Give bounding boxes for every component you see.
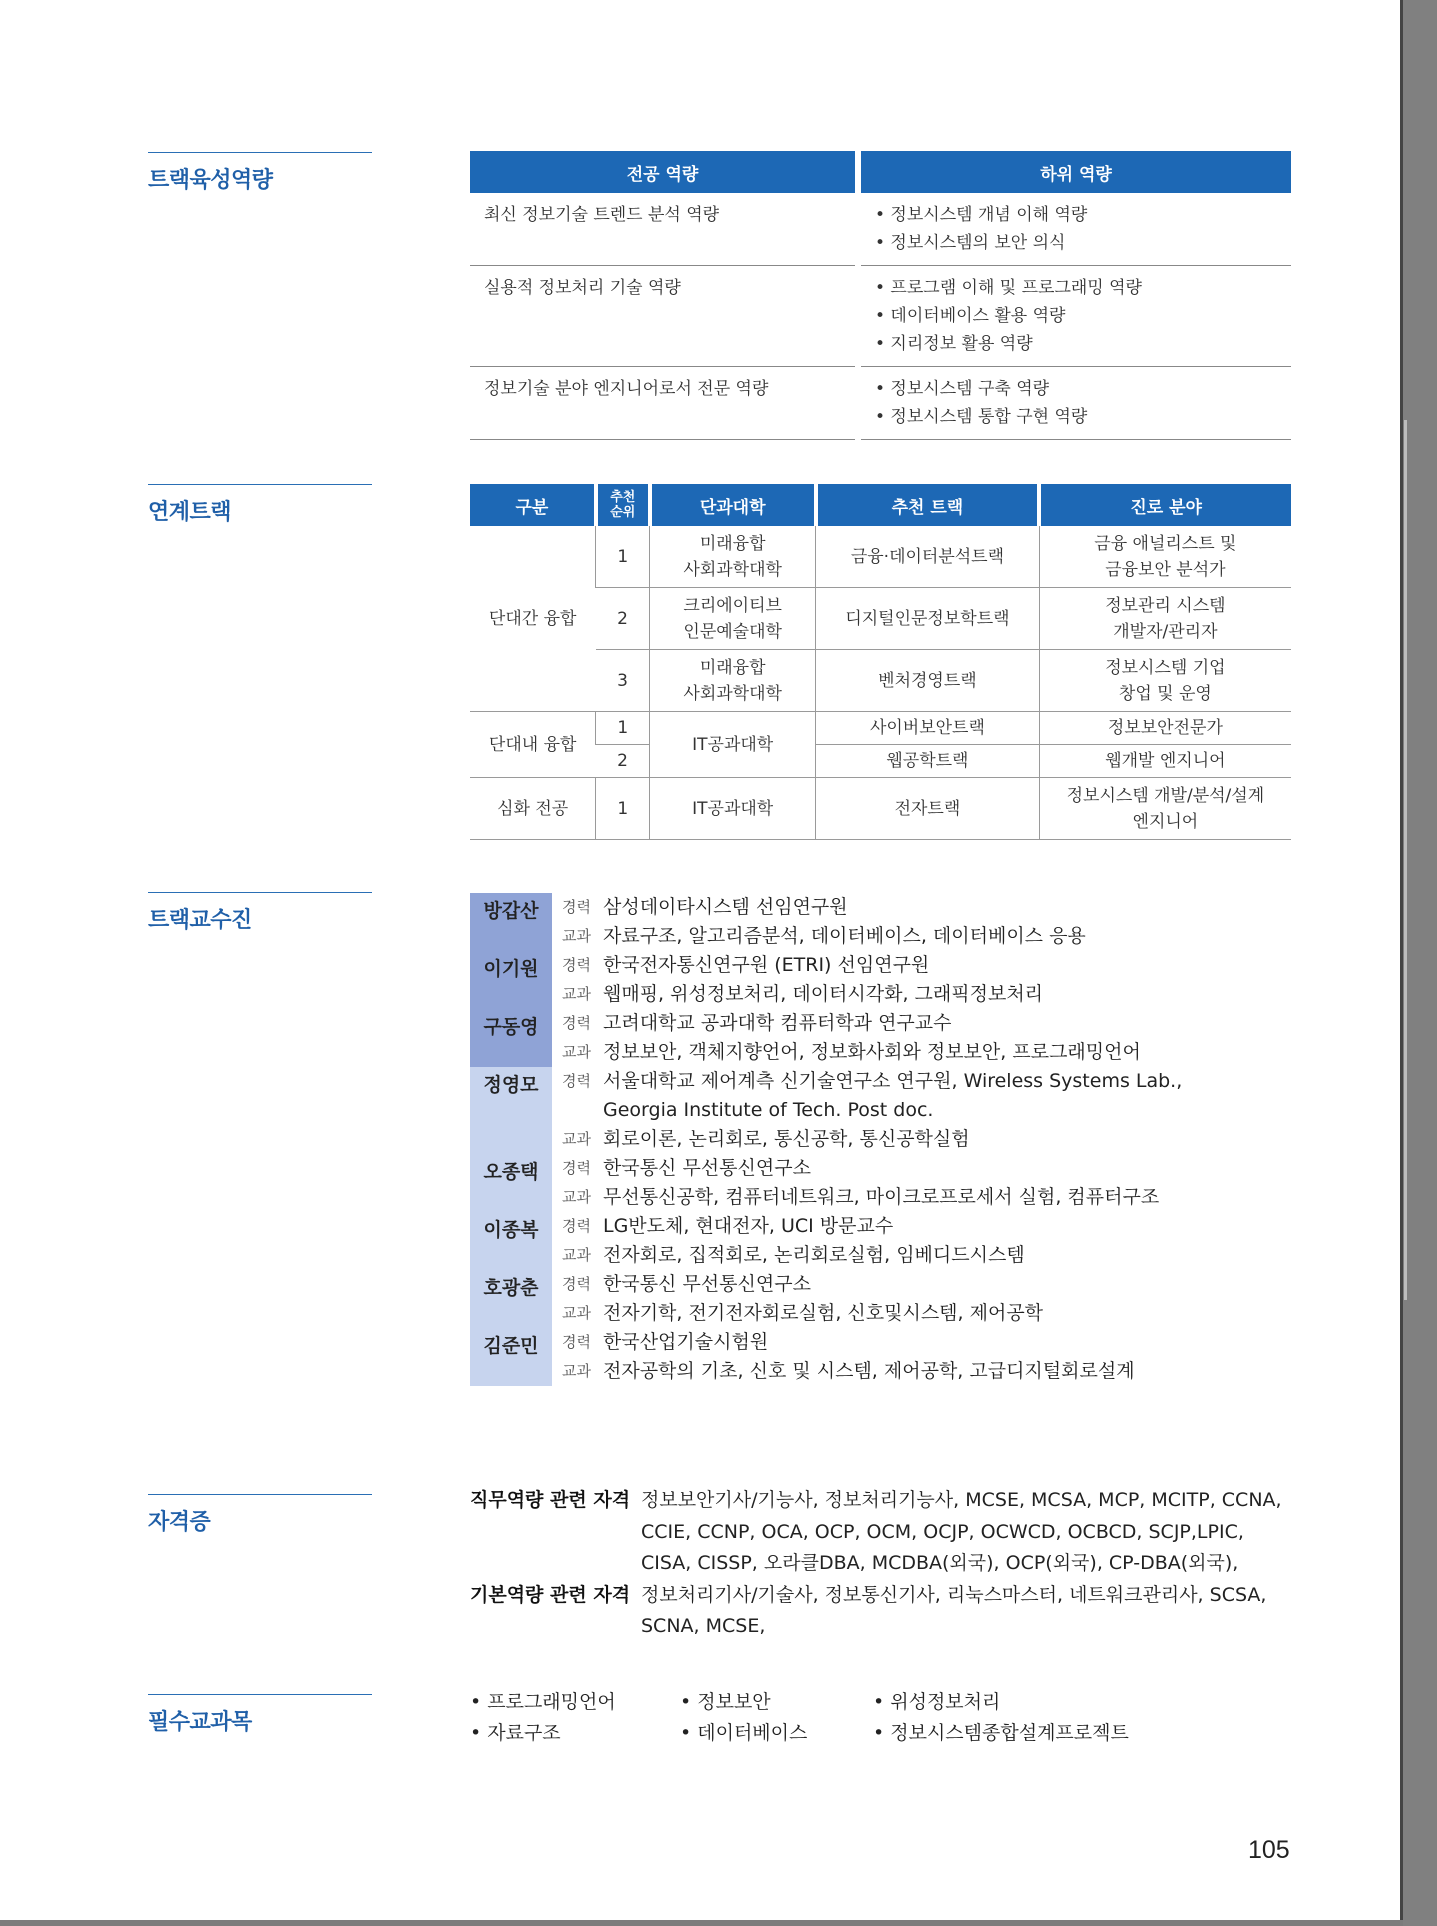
table-row (470, 266, 1291, 367)
course-text: 무선통신공학, 컴퓨터네트워크, 마이크로프로세서 실험, 컴퓨터구조 (603, 1186, 1160, 1208)
group-label: 단대내 융합 (470, 712, 596, 778)
course-item: • 프로그래밍언어 (470, 1691, 616, 1713)
page-number: 105 (1248, 1836, 1290, 1864)
certificate-text (641, 1485, 1300, 1580)
faculty-details (552, 1270, 1330, 1328)
header-major-competency: 전공 역량 (470, 151, 855, 193)
course-item: • 위성정보처리 (873, 1691, 1001, 1713)
sub-item: • 정보시스템 개념 이해 역량 (875, 205, 1088, 225)
career-tag: 경력 (562, 1014, 591, 1032)
sub-item: • 지리정보 활용 역량 (875, 334, 1033, 354)
course-item: • 자료구조 (470, 1722, 561, 1744)
career-line (562, 951, 1330, 980)
header-category: 구분 (470, 484, 596, 526)
career-text: 한국전자통신연구원 (ETRI) 선임연구원 (603, 954, 930, 976)
faculty-details (552, 1328, 1330, 1386)
career-text: Georgia Institute of Tech. Post doc. (603, 1099, 934, 1121)
rank-cell: 1 (596, 526, 650, 588)
faculty-details (552, 1067, 1330, 1154)
course-line (562, 1183, 1330, 1212)
faculty-name: 오종택 (470, 1154, 552, 1212)
career-line (562, 1067, 1330, 1096)
college-cell: 미래융합 사회과학대학 (650, 650, 816, 712)
certificate-list (470, 1485, 1300, 1643)
track-cell: 벤처경영트랙 (816, 650, 1040, 712)
major-competency: 최신 정보기술 트렌드 분석 역량 (470, 193, 855, 266)
course-tag: 교과 (562, 1246, 591, 1264)
career-line (562, 893, 1330, 922)
table-row (470, 193, 1291, 266)
career-line (562, 1328, 1330, 1357)
rank-cell: 1 (596, 778, 650, 840)
career-tag: 경력 (562, 1217, 591, 1235)
header-track: 추천 트랙 (816, 484, 1040, 526)
course-tag: 교과 (562, 1362, 591, 1380)
course-line (562, 1038, 1330, 1067)
table-row (470, 526, 1291, 588)
career-text: 한국통신 무선통신연구소 (603, 1157, 811, 1179)
college-cell: IT공과대학 (650, 712, 816, 778)
group-label: 단대간 융합 (470, 526, 596, 712)
sub-competency-list (861, 266, 1291, 367)
course-text: 전자기학, 전기전자회로실험, 신호및시스템, 제어공학 (603, 1302, 1044, 1324)
faculty-member (470, 1067, 1330, 1154)
certificate-label: 기본역량 관련 자격 (470, 1583, 631, 1606)
faculty-member (470, 1154, 1330, 1212)
certificate-line: SCNA, MCSE, (641, 1615, 766, 1637)
course-line (562, 980, 1330, 1009)
certificate-line: 정보보안기사/기능사, 정보처리기능사, MCSE, MCSA, MCP, MCITP, CCNA, (641, 1489, 1282, 1511)
rank-cell: 1 (596, 712, 650, 745)
table-row (470, 367, 1291, 440)
career-text: 고려대학교 공과대학 컴퓨터학과 연구교수 (603, 1012, 952, 1034)
course-text: 웹매핑, 위성정보처리, 데이터시각화, 그래픽정보처리 (603, 983, 1044, 1005)
competency-table (470, 151, 1291, 440)
faculty-name: 호광춘 (470, 1270, 552, 1328)
course-line (562, 1357, 1330, 1386)
career-line (562, 1154, 1330, 1183)
certificate-line: CISA, CISSP, 오라클DBA, MCDBA(외국), OCP(외국), CP-DBA(외국), (641, 1552, 1239, 1574)
certificate-label: 직무역량 관련 자격 (470, 1489, 631, 1511)
faculty-member (470, 1212, 1330, 1270)
header-college: 단과대학 (650, 484, 816, 526)
career-tag: 경력 (562, 1333, 591, 1351)
college-cell: 크리에이티브 인문예술대학 (650, 588, 816, 650)
faculty-details (552, 1009, 1330, 1067)
career-tag: 경력 (562, 1159, 591, 1177)
career-cell: 정보관리 시스템 개발자/관리자 (1039, 588, 1291, 650)
major-competency: 실용적 정보처리 기술 역량 (470, 266, 855, 367)
certificate-line: CCIE, CCNP, OCA, OCP, OCM, OCJP, OCWCD, OCBCD, SCJP,LPIC, (641, 1520, 1244, 1543)
course-text: 전자공학의 기초, 신호 및 시스템, 제어공학, 고급디지털회로설계 (603, 1360, 1135, 1382)
track-cell: 금융·데이터분석트랙 (816, 526, 1040, 588)
table-row (470, 778, 1291, 840)
career-line (562, 1270, 1330, 1299)
career-tag: 경력 (562, 1275, 591, 1293)
course-text: 자료구조, 알고리즘분석, 데이터베이스, 데이터베이스 응용 (603, 925, 1086, 947)
course-line (562, 1299, 1330, 1328)
course-line (562, 1241, 1330, 1270)
course-tag: 교과 (562, 1188, 591, 1206)
header-sub-competency: 하위 역량 (861, 151, 1291, 193)
header-career: 진로 분야 (1039, 484, 1291, 526)
major-competency: 정보기술 분야 엔지니어로서 전문 역량 (470, 367, 855, 440)
career-tag (562, 1096, 603, 1125)
career-text: LG반도체, 현대전자, UCI 방문교수 (603, 1215, 894, 1237)
header-rank: 추천 순위 (596, 484, 650, 526)
track-cell: 사이버보안트랙 (816, 712, 1040, 745)
career-tag: 경력 (562, 898, 591, 916)
faculty-details (552, 1154, 1330, 1212)
course-text: 회로이론, 논리회로, 통신공학, 통신공학실험 (603, 1128, 970, 1150)
sub-competency-list (861, 367, 1291, 440)
sub-item: • 정보시스템 통합 구현 역량 (875, 407, 1088, 427)
course-tag: 교과 (562, 1043, 591, 1061)
section-title-certificates: 자격증 (148, 1494, 372, 1536)
career-cell: 정보시스템 개발/분석/설계 엔지니어 (1039, 778, 1291, 840)
faculty-name: 이기원 (470, 951, 552, 1009)
course-tag: 교과 (562, 1304, 591, 1322)
course-line (562, 1125, 1330, 1154)
career-cell: 금융 애널리스트 및 금융보안 분석가 (1039, 526, 1291, 588)
career-line (562, 1212, 1330, 1241)
career-cell: 정보시스템 기업 창업 및 운영 (1039, 650, 1291, 712)
section-title-linked: 연계트랙 (148, 484, 372, 526)
sub-item: • 데이터베이스 활용 역량 (875, 306, 1066, 326)
course-item: • 정보시스템종합설계프로젝트 (873, 1722, 1129, 1744)
certificate-group (470, 1580, 1300, 1643)
career-cell: 웹개발 엔지니어 (1039, 745, 1291, 778)
course-tag: 교과 (562, 927, 591, 945)
group-label: 심화 전공 (470, 778, 596, 840)
career-text: 삼성데이타시스템 선임연구원 (603, 896, 848, 918)
track-cell: 디지털인문정보학트랙 (816, 588, 1040, 650)
faculty-details (552, 893, 1330, 951)
faculty-member (470, 1270, 1330, 1328)
course-item: • 데이터베이스 (680, 1722, 808, 1744)
section-title-competency: 트랙육성역량 (148, 152, 372, 194)
faculty-name: 정영모 (470, 1067, 552, 1154)
page-edge (1403, 0, 1437, 1926)
course-item: • 정보보안 (680, 1691, 771, 1713)
faculty-name: 김준민 (470, 1328, 552, 1386)
career-line (562, 1096, 1330, 1125)
course-line (562, 922, 1330, 951)
career-text: 서울대학교 제어계측 신기술연구소 연구원, Wireless Systems Lab., (603, 1070, 1183, 1092)
college-cell: 미래융합 사회과학대학 (650, 526, 816, 588)
sub-item: • 정보시스템 구축 역량 (875, 379, 1050, 399)
rank-cell: 2 (596, 588, 650, 650)
faculty-member (470, 893, 1330, 951)
career-tag: 경력 (562, 1072, 591, 1090)
course-text: 전자회로, 집적회로, 논리회로실험, 임베디드시스템 (603, 1244, 1025, 1266)
faculty-member (470, 1009, 1330, 1067)
scrollbar-track[interactable] (1404, 420, 1407, 1300)
rank-cell: 2 (596, 745, 650, 778)
faculty-name: 이종복 (470, 1212, 552, 1270)
track-cell: 전자트랙 (816, 778, 1040, 840)
faculty-member (470, 1328, 1330, 1386)
career-tag: 경력 (562, 956, 591, 974)
college-cell: IT공과대학 (650, 778, 816, 840)
table-row (470, 712, 1291, 745)
certificate-text (641, 1580, 1300, 1643)
faculty-details (552, 1212, 1330, 1270)
linked-track-table (470, 484, 1291, 840)
course-tag: 교과 (562, 1130, 591, 1148)
sub-item: • 정보시스템의 보안 의식 (875, 233, 1066, 253)
career-text: 한국산업기술시험원 (603, 1331, 769, 1353)
faculty-member (470, 951, 1330, 1009)
career-line (562, 1009, 1330, 1038)
track-cell: 웹공학트랙 (816, 745, 1040, 778)
rank-cell: 3 (596, 650, 650, 712)
sub-item: • 프로그램 이해 및 프로그래밍 역량 (875, 278, 1142, 298)
faculty-list (470, 893, 1330, 1386)
certificate-line: 정보처리기사/기술사, 정보통신기사, 리눅스마스터, 네트워크관리사, SCSA, (641, 1583, 1267, 1606)
section-title-faculty: 트랙교수진 (148, 892, 372, 934)
course-tag: 교과 (562, 985, 591, 1003)
section-title-required: 필수교과목 (148, 1694, 372, 1736)
career-cell: 정보보안전문가 (1039, 712, 1291, 745)
course-text: 정보보안, 객체지향언어, 정보화사회와 정보보안, 프로그래밍언어 (603, 1041, 1141, 1063)
faculty-name: 방갑산 (470, 893, 552, 951)
sub-competency-list (861, 193, 1291, 266)
faculty-name: 구동영 (470, 1009, 552, 1067)
certificate-group (470, 1485, 1300, 1580)
career-text: 한국통신 무선통신연구소 (603, 1273, 811, 1295)
faculty-details (552, 951, 1330, 1009)
